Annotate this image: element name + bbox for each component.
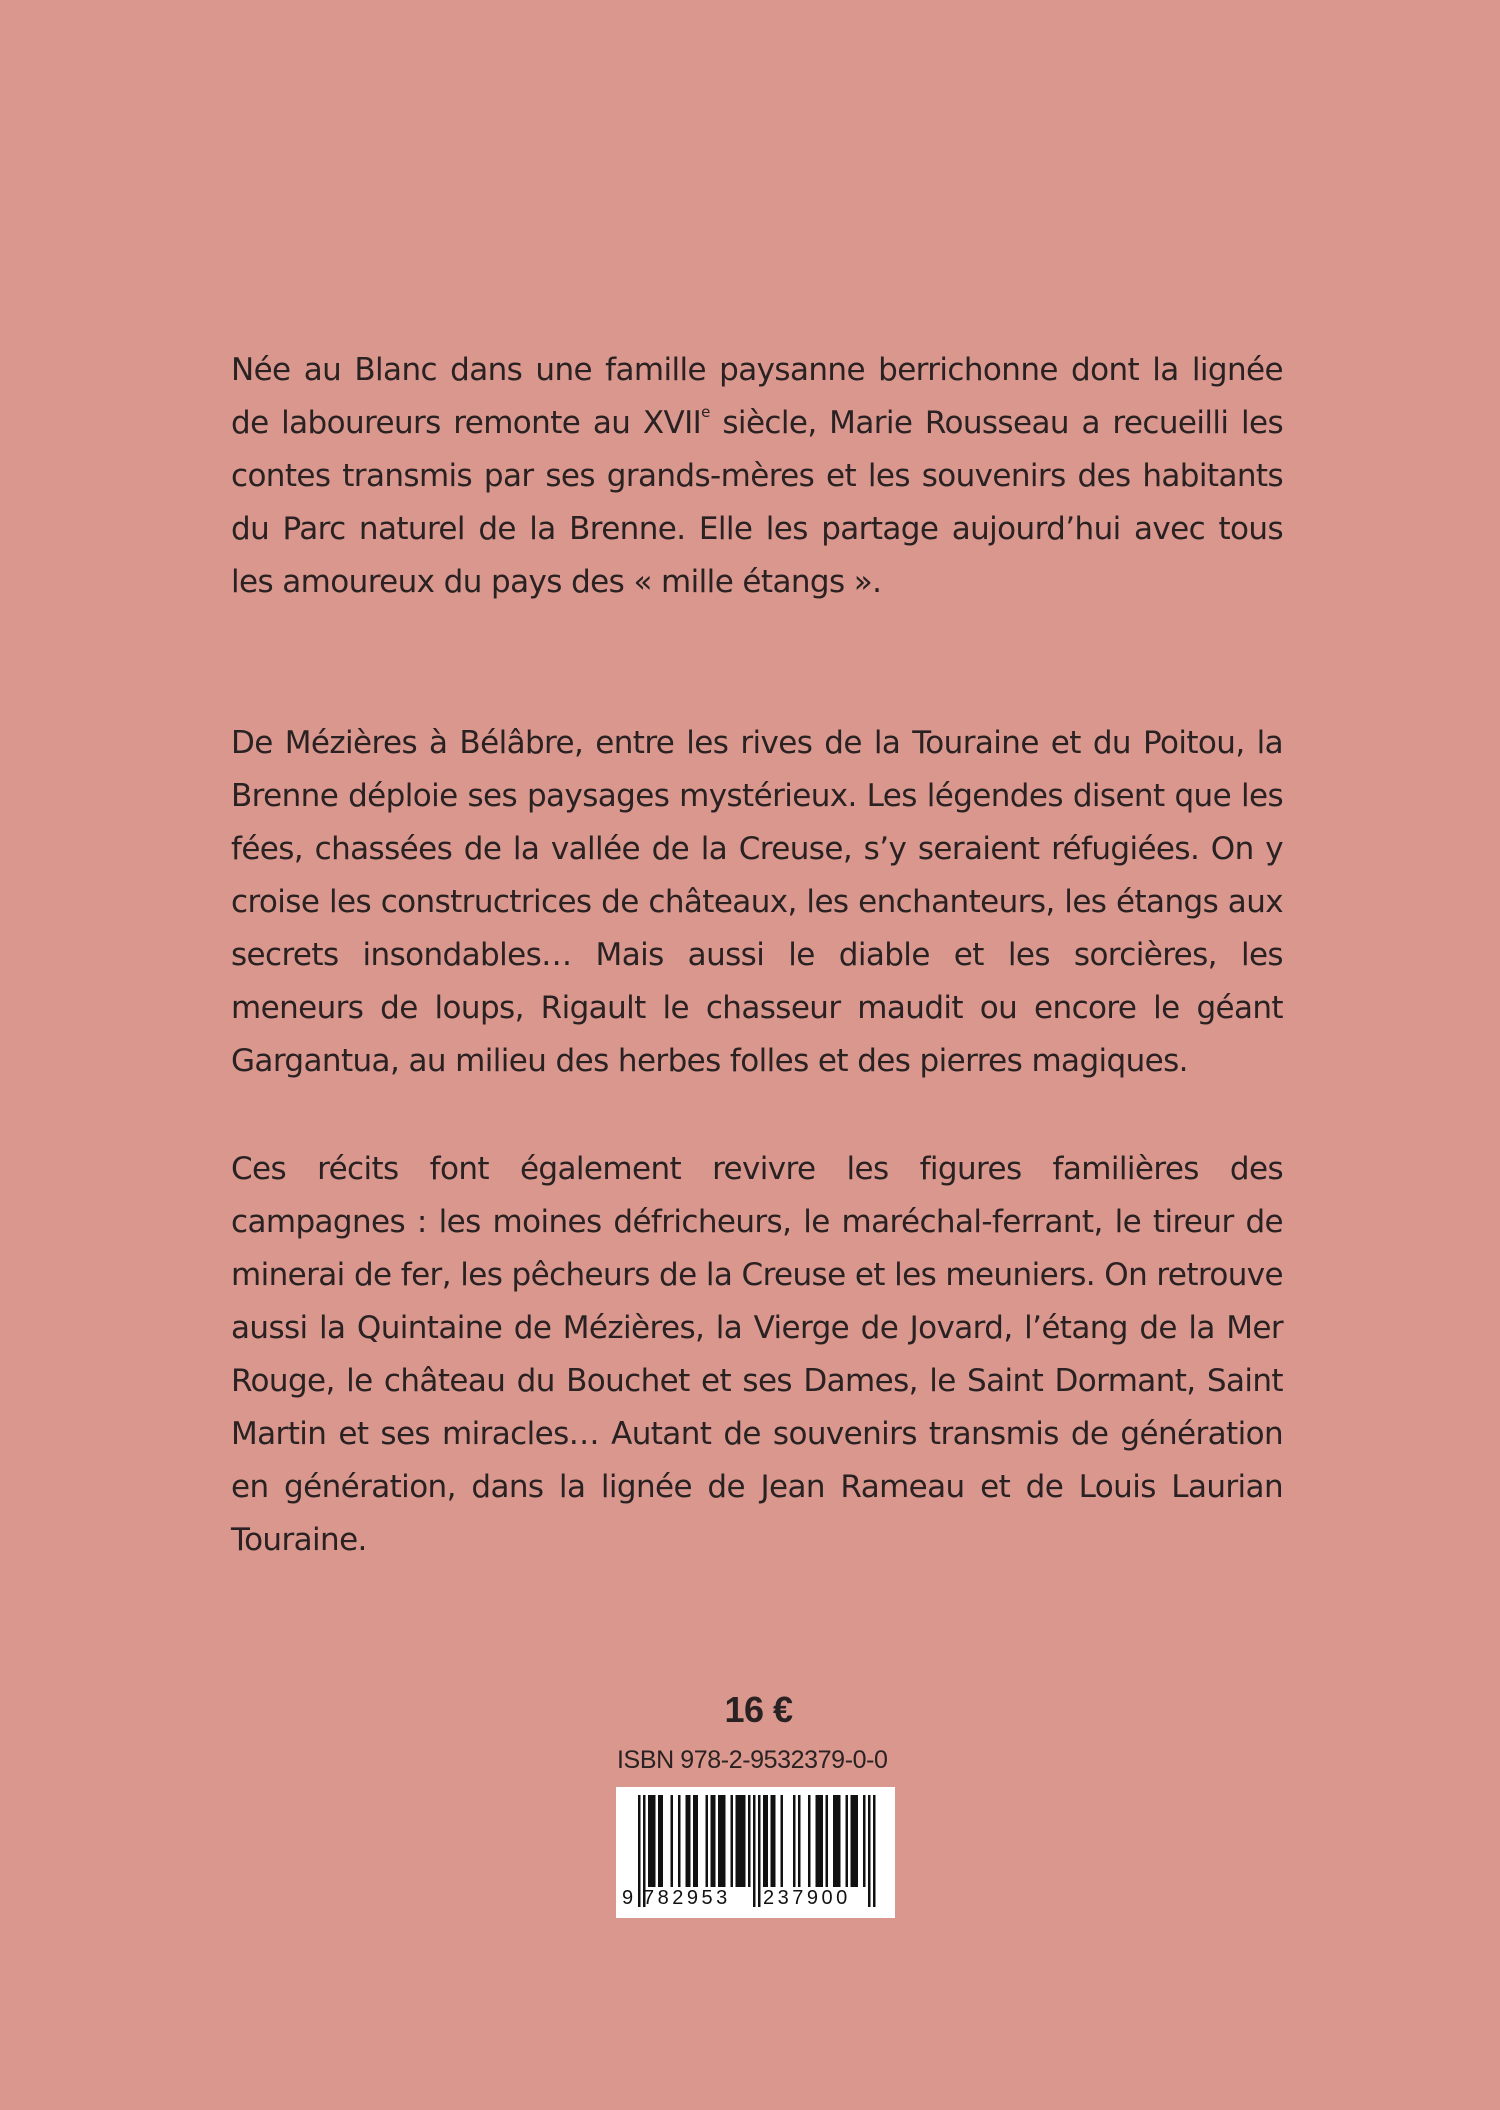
barcode-bar [766, 1795, 769, 1887]
author-bio [231, 344, 1283, 609]
isbn-label: ISBN 978-2-9532379-0-0 [617, 1746, 888, 1774]
barcode-bar [736, 1795, 739, 1887]
barcode [616, 1787, 895, 1918]
barcode-bar [693, 1795, 696, 1887]
summary-paragraph-2: Ces récits font également revivre les figures familières des campagnes : les moines défricheurs, le maréchal-ferrant, le tireur de minerai de fer, les pêcheurs de la Creuse et les meuniers. On retrouve aussi la Quintaine de Mézières, la Vierge de Jovard, l’étang de la Mer Rouge, le château du Bouchet et ses Dames, le Saint Dormant, Saint Martin et ses miracles… Autant de souvenirs transmis de génération en génération, dans la lignée de Jean Rameau et de Louis Laurian Touraine. [231, 1151, 1283, 1558]
barcode-bar [741, 1795, 744, 1887]
barcode-right-group: 237900 [763, 1887, 851, 1909]
price-label: 16 € [724, 1689, 793, 1730]
barcode-bar [781, 1795, 784, 1887]
barcode-bar [653, 1795, 656, 1887]
barcode-first-digit: 9 [622, 1887, 634, 1909]
barcode-bar [863, 1795, 866, 1887]
barcode-bar [818, 1795, 821, 1887]
barcode-bar [706, 1795, 709, 1887]
barcode-bar [738, 1795, 741, 1887]
barcode-bar [808, 1795, 811, 1887]
author-bio-text-end: siècle, Marie Rousseau a recueilli les contes transmis par ses grands-mères et les souvenirs des habitants du Parc naturel de la Brenne. Elle les partage aujourd’hui avec tous les amoureux du pays des « mille étangs ». [231, 405, 1283, 600]
barcode-bar [793, 1795, 796, 1887]
barcode-bar [743, 1795, 746, 1887]
barcode-bar [763, 1795, 766, 1887]
barcode-bar [826, 1795, 829, 1887]
barcode-bar [651, 1795, 654, 1887]
barcode-bar [648, 1795, 651, 1887]
barcode-bar [798, 1795, 801, 1887]
century-superscript: e [701, 403, 710, 421]
barcode-bar [731, 1795, 734, 1887]
barcode-bar [748, 1795, 751, 1887]
barcode-bar [773, 1795, 776, 1887]
barcode-bar [688, 1795, 691, 1887]
barcode-bar [856, 1795, 859, 1887]
barcode-bar [838, 1795, 841, 1887]
barcode-bar [846, 1795, 849, 1887]
barcode-bar [686, 1795, 689, 1887]
barcode-bar [836, 1795, 839, 1887]
barcode-bar [771, 1795, 774, 1887]
barcode-bar [718, 1795, 721, 1887]
barcode-bar [853, 1795, 856, 1887]
barcode-bar [713, 1795, 716, 1887]
barcode-bar [671, 1795, 674, 1887]
barcode-bar [696, 1795, 699, 1887]
barcode-bar [678, 1795, 681, 1887]
barcode-bar [851, 1795, 854, 1887]
barcode-bar [723, 1795, 726, 1887]
summary-paragraph-1: De Mézières à Bélâbre, entre les rives de la Touraine et du Poitou, la Brenne déploie ses paysages mystérieux. Les légendes disent que les fées, chassées de la vallée de la Creuse, s’y seraient réfugiées. On y croise les constructrices de châteaux, les enchanteurs, les étangs aux secrets insondables… Mais aussi le diable et les sorcières, les meneurs de loups, Rigault le chasseur maudit ou encore le géant Gargantua, au milieu des herbes folles et des pierres magiques. [231, 725, 1283, 1079]
barcode-bar [711, 1795, 714, 1887]
barcode-left-group: 782953 [643, 1887, 731, 1909]
barcode-digits [616, 1887, 895, 1915]
barcode-bar [833, 1795, 836, 1887]
barcode-bar [661, 1795, 664, 1887]
barcode-bar [658, 1795, 661, 1887]
barcode-bar [721, 1795, 724, 1887]
barcode-bar [816, 1795, 819, 1887]
barcode-bar [821, 1795, 824, 1887]
author-bio-text: Née au Blanc dans une famille paysanne berrichonne dont la lignée de laboureurs remonte au XVII [231, 352, 1283, 441]
